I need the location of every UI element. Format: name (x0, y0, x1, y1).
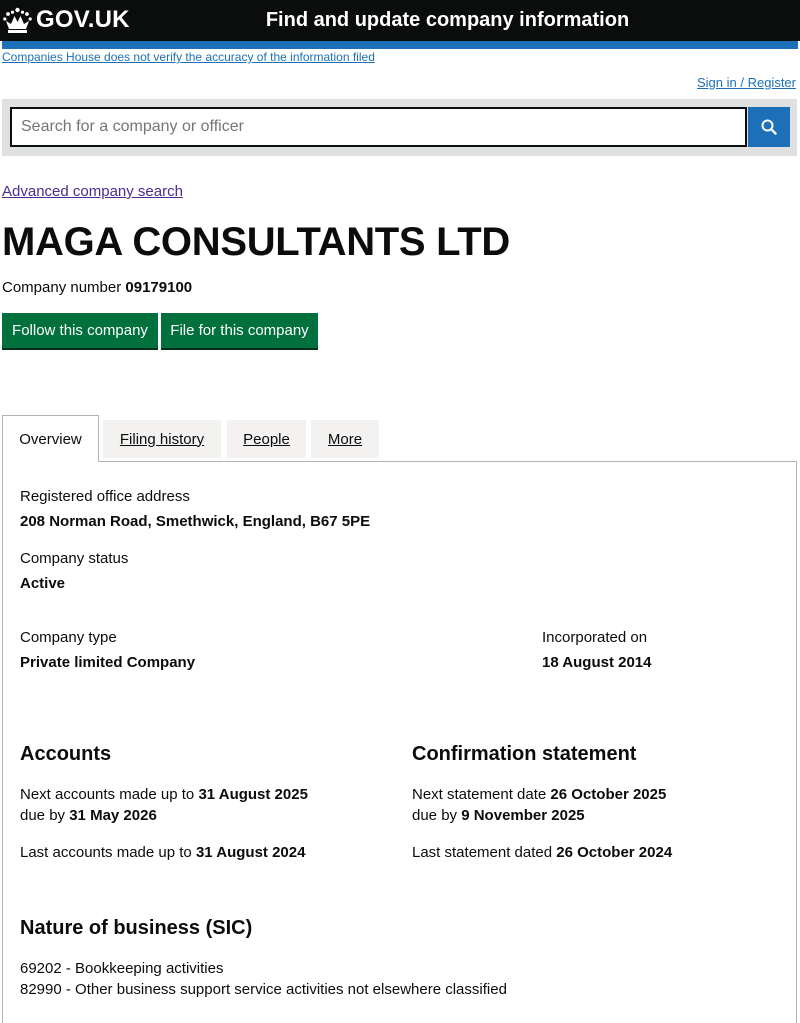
accounts-last-date: 31 August 2024 (195, 844, 306, 861)
search-button[interactable] (748, 107, 790, 147)
accounts-last (20, 844, 305, 861)
disclaimer-link[interactable]: Companies House does not verify the accuracy of the information filed (2, 50, 375, 64)
signin-link[interactable]: Sign in / Register (697, 75, 796, 90)
incorporated-value: 18 August 2014 (542, 654, 652, 671)
address-label: Registered office address (20, 488, 190, 505)
tab-more[interactable]: More (311, 420, 379, 458)
logo-text: GOV.UK (36, 6, 130, 33)
accounts-last-label: Last accounts made up to (20, 844, 192, 861)
status-label: Company status (20, 550, 129, 567)
tab-overview[interactable]: Overview (2, 415, 99, 462)
accounts-heading: Accounts (20, 743, 112, 765)
advanced-search-link[interactable]: Advanced company search (2, 183, 183, 200)
confirmation-due-label: due by (412, 807, 458, 824)
accounts-due (20, 807, 157, 824)
confirmation-last-label: Last statement dated (412, 844, 553, 861)
confirmation-due (412, 807, 585, 824)
service-name[interactable]: Find and update company information (265, 9, 630, 31)
search-bar (2, 99, 797, 156)
search-icon (761, 119, 777, 135)
accounts-next (20, 786, 308, 803)
confirmation-next (412, 786, 666, 803)
confirmation-next-label: Next statement date (412, 786, 547, 803)
site-header (0, 0, 800, 41)
incorporated-label: Incorporated on (542, 629, 648, 646)
company-type-value: Private limited Company (20, 654, 196, 671)
company-name: MAGA CONSULTANTS LTD (2, 220, 511, 264)
file-for-company-button[interactable]: File for this company (161, 313, 318, 348)
sic-heading: Nature of business (SIC) (20, 917, 253, 939)
search-input[interactable] (10, 107, 747, 147)
confirmation-due-date: 9 November 2025 (461, 807, 585, 824)
tab-filing-history[interactable]: Filing history (103, 420, 221, 458)
confirmation-heading: Confirmation statement (412, 743, 637, 765)
accounts-due-label: due by (20, 807, 66, 824)
accounts-due-date: 31 May 2026 (69, 807, 157, 824)
confirmation-next-date: 26 October 2025 (550, 786, 667, 803)
tab-people[interactable]: People (227, 420, 306, 458)
follow-company-button[interactable]: Follow this company (2, 313, 158, 348)
confirmation-last-date: 26 October 2024 (556, 844, 673, 861)
address-value: 208 Norman Road, Smethwick, England, B67 5PE (20, 513, 371, 530)
sic-item: 82990 - Other business support service activities not elsewhere classified (20, 981, 507, 998)
company-type-label: Company type (20, 629, 117, 646)
status-value: Active (20, 575, 66, 592)
company-number-value: 09179100 (125, 279, 193, 296)
company-number (2, 279, 192, 296)
header-accent-bar (2, 41, 798, 49)
accounts-next-label: Next accounts made up to (20, 786, 195, 803)
accounts-next-date: 31 August 2025 (198, 786, 308, 803)
confirmation-last (412, 844, 672, 861)
company-number-label: Company number (2, 279, 122, 296)
sic-item: 69202 - Bookkeeping activities (20, 960, 224, 977)
